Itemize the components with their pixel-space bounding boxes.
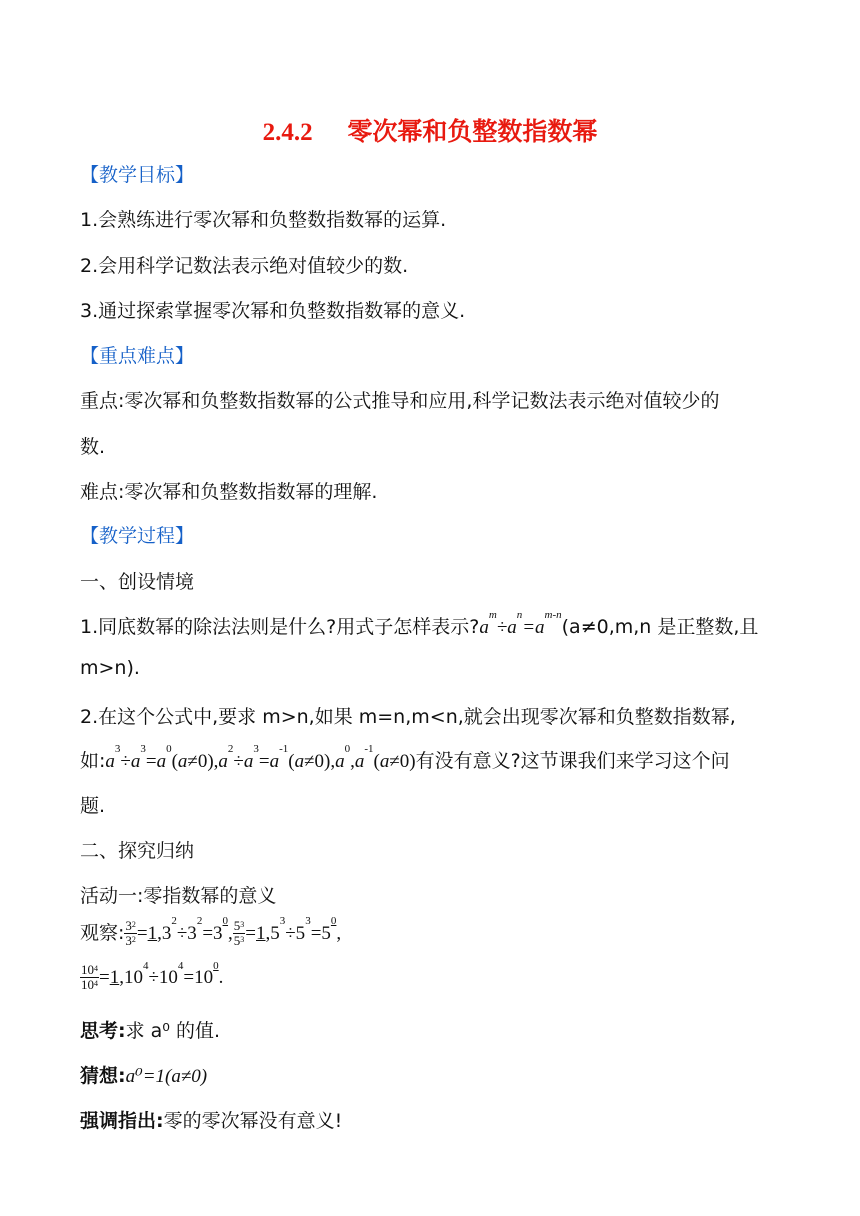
q1-condition: (a≠0,m,n 是正整数,且 [561, 616, 759, 638]
observe-expr-1: $=1,3^2\div 3^2=3^0$, [136, 915, 233, 944]
think-line [80, 1016, 220, 1043]
stress-text: 零的零次幂没有意义! [163, 1110, 343, 1132]
question-2-line-3: 题. [80, 795, 106, 817]
key-point-line-1: 重点:零次幂和负整数指数幂的公式推导和应用,科学记数法表示绝对值较少的 [80, 390, 720, 412]
page-title [0, 112, 860, 148]
observe-line-1 [80, 915, 342, 948]
q1-text: 1.同底数幂的除法法则是什么?用式子怎样表示? [80, 616, 480, 638]
goal-2: 2.会用科学记数法表示绝对值较少的数. [80, 255, 409, 277]
goal-1: 1.会熟练进行零次幂和负整数指数幂的运算. [80, 209, 447, 231]
q2-formulas: $a^3\div a^3=a^0(a\ne 0),a^2\div a^3=a^{-1}(a\ne 0),a^0,a^{-1}(a\ne 0)$ [105, 743, 416, 772]
activity-1-title: 活动一:零指数幂的意义 [80, 885, 277, 907]
think-text: 求 a⁰ 的值. [125, 1020, 220, 1042]
observe-expr-3: $=1,10^4\div 10^4=10^0$. [99, 960, 224, 988]
section-goals: 【教学目标】 [80, 164, 195, 186]
goal-3: 3.通过探索掌握零次幂和负整数指数幂的意义. [80, 300, 466, 322]
key-point-line-2: 数. [80, 436, 106, 458]
fraction-3sq-over-3sq: $\frac{3^2}{3^2}$ [125, 918, 136, 948]
stress-label: 强调指出: [80, 1110, 164, 1132]
question-1-line-2: m>n). [80, 657, 140, 679]
question-2-line-2 [80, 743, 730, 773]
q2-prefix: 如: [80, 750, 106, 772]
question-1-line-1 [80, 609, 759, 639]
think-label: 思考: [80, 1020, 126, 1042]
observe-expr-2: $=1,5^3\div 5^3=5^0$, [245, 915, 342, 944]
section-keypoints: 【重点难点】 [80, 345, 195, 367]
observe-line-2 [80, 960, 224, 992]
q1-formula: $a^m\div a^n=a^{m-n}$ [479, 609, 562, 638]
q2-suffix: 有没有意义?这节课我们来学习这个问 [415, 750, 730, 772]
part2-heading: 二、探究归纳 [80, 840, 195, 862]
part1-heading: 一、创设情境 [80, 571, 195, 593]
section-process: 【教学过程】 [80, 525, 195, 547]
question-2-line-1: 2.在这个公式中,要求 m>n,如果 m=n,m<n,就会出现零次幂和负整数指数幂, [80, 706, 736, 728]
observe-label: 观察: [80, 922, 125, 944]
guess-line [80, 1061, 207, 1088]
fraction-5cube-over-5cube: $\frac{5^3}{5^3}$ [233, 918, 245, 948]
difficult-point: 难点:零次幂和负整数指数幂的理解. [80, 481, 378, 503]
stress-line [80, 1106, 342, 1133]
guess-label: 猜想: [80, 1065, 126, 1087]
title-number: 2.4.2 [262, 119, 313, 146]
fraction-10-4-over-10-4: $\frac{10^4}{10^4}$ [81, 962, 98, 992]
guess-text: a⁰=1(a≠0) [125, 1066, 208, 1087]
title-text: 零次幂和负整数指数幂 [347, 117, 598, 146]
